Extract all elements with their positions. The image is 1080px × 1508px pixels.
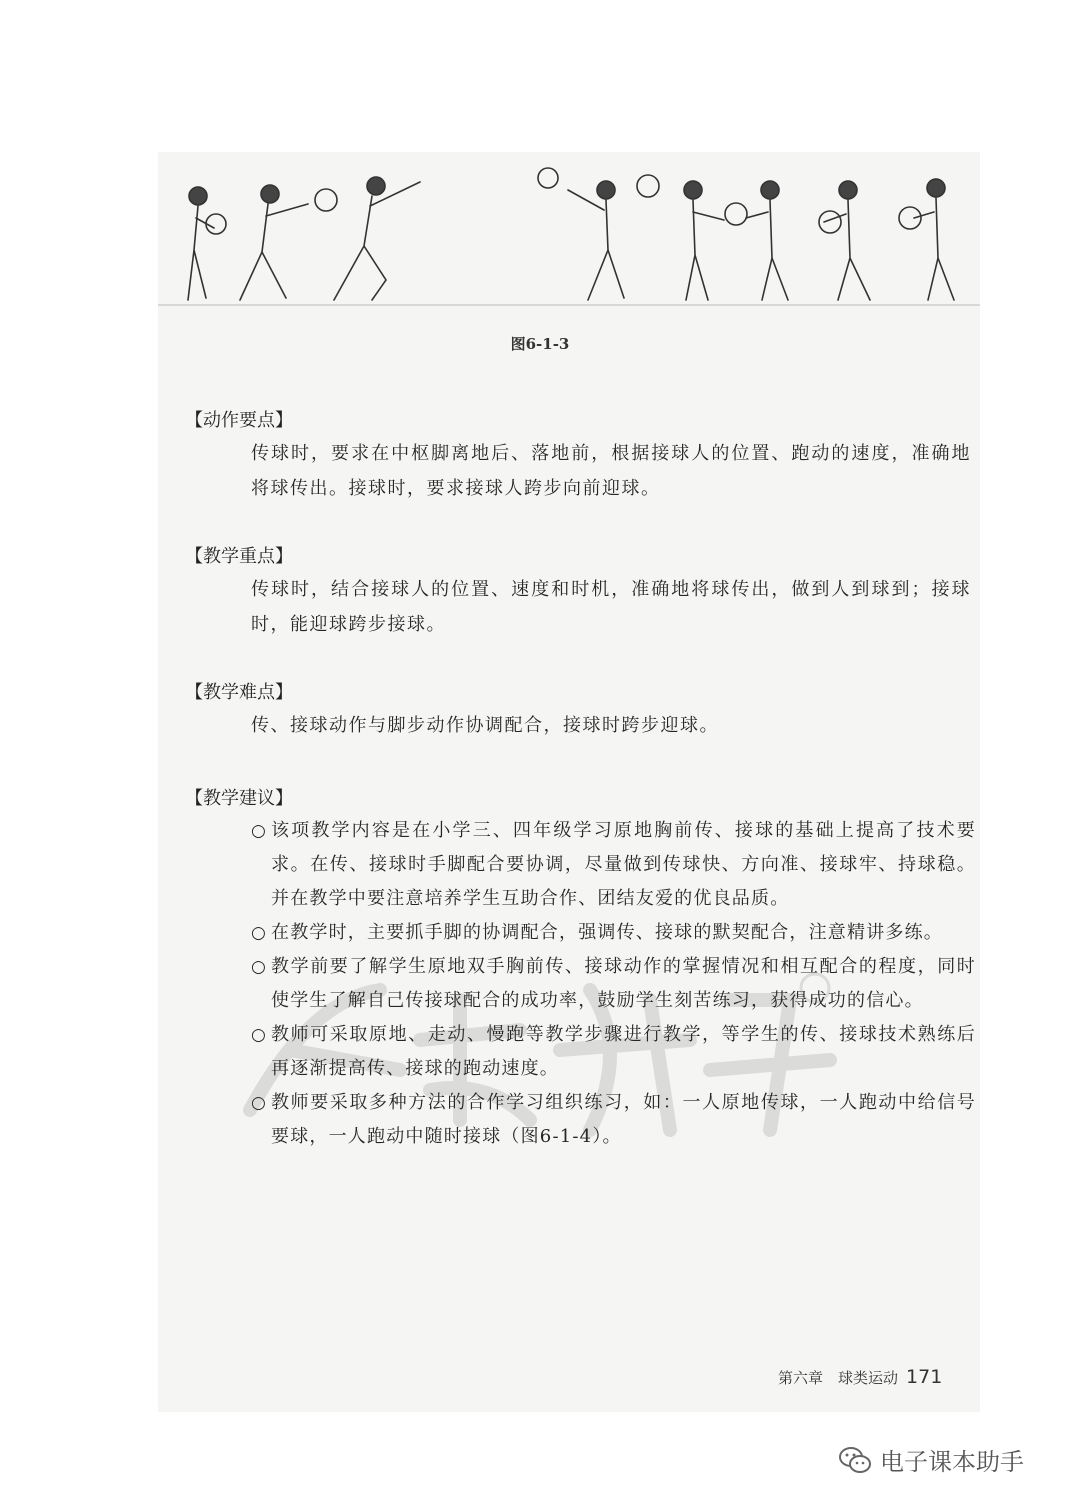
suggestion-text: 教学前要了解学生原地双手胸前传、接球动作的掌握情况和相互配合的程度，同时使学生了解自己传接球配合的成功率，鼓励学生刻苦练习，获得成功的信心。 [271,956,976,1011]
section-heading: 【教学重点】 [185,546,293,567]
page-footer [778,1366,942,1388]
brand-watermark [838,1442,1024,1477]
list-item [251,814,976,916]
wechat-icon [838,1445,872,1475]
section-teaching-difficulty [185,678,975,743]
list-item [251,950,976,1018]
circle-bullet-icon: ○ [251,821,268,841]
list-item [251,1086,976,1154]
section-heading: 【教学建议】 [185,788,293,809]
figure-caption: 图6-1-3 [510,335,570,353]
suggestion-list [251,814,976,1154]
circle-bullet-icon: ○ [251,1093,268,1113]
circle-bullet-icon: ○ [251,957,268,977]
suggestion-text: 在教学时，主要抓手脚的协调配合，强调传、接球的默契配合，注意精讲多练。 [271,922,943,943]
list-item [251,1018,976,1086]
section-teaching-focus [185,542,975,642]
suggestion-text: 教师可采取原地、走动、慢跑等教学步骤进行教学，等学生的传、接球技术熟练后再逐渐提高传、接球的跑动速度。 [271,1024,976,1079]
page-number: 171 [906,1366,943,1388]
brand-label: 电子课本助手 [880,1448,1024,1476]
circle-bullet-icon: ○ [251,1025,268,1045]
section-teaching-suggestions [185,784,975,1154]
suggestion-text: 该项教学内容是在小学三、四年级学习原地胸前传、接球的基础上提高了技术要求。在传、接球时手脚配合要协调，尽量做到传球快、方向准、接球牢、持球稳。并在教学中要注意培养学生互助合作、团结友爱的优良品质。 [271,820,976,909]
section-heading: 【教学难点】 [185,682,293,703]
figure-illustration [158,160,980,320]
basketball-sequence-drawing [158,160,980,320]
section-text: 传、接球动作与脚步动作协调配合，接球时跨步迎球。 [251,715,719,736]
section-text: 传球时，要求在中枢脚离地后、落地前，根据接球人的位置、跑动的速度，准确地将球传出。接球时，要求接球人跨步向前迎球。 [251,443,971,499]
section-action-points [185,406,975,506]
suggestion-text: 教师要采取多种方法的合作学习组织练习，如：一人原地传球，一人跑动中给信号要球，一人跑动中随时接球（图6-1-4）。 [271,1092,976,1147]
section-text: 传球时，结合接球人的位置、速度和时机，准确地将球传出，做到人到球到；接球时，能迎球跨步接球。 [251,579,971,635]
chapter-title: 第六章 球类运动 [778,1369,899,1387]
section-heading: 【动作要点】 [185,410,293,431]
list-item [251,916,976,950]
circle-bullet-icon: ○ [251,923,268,943]
